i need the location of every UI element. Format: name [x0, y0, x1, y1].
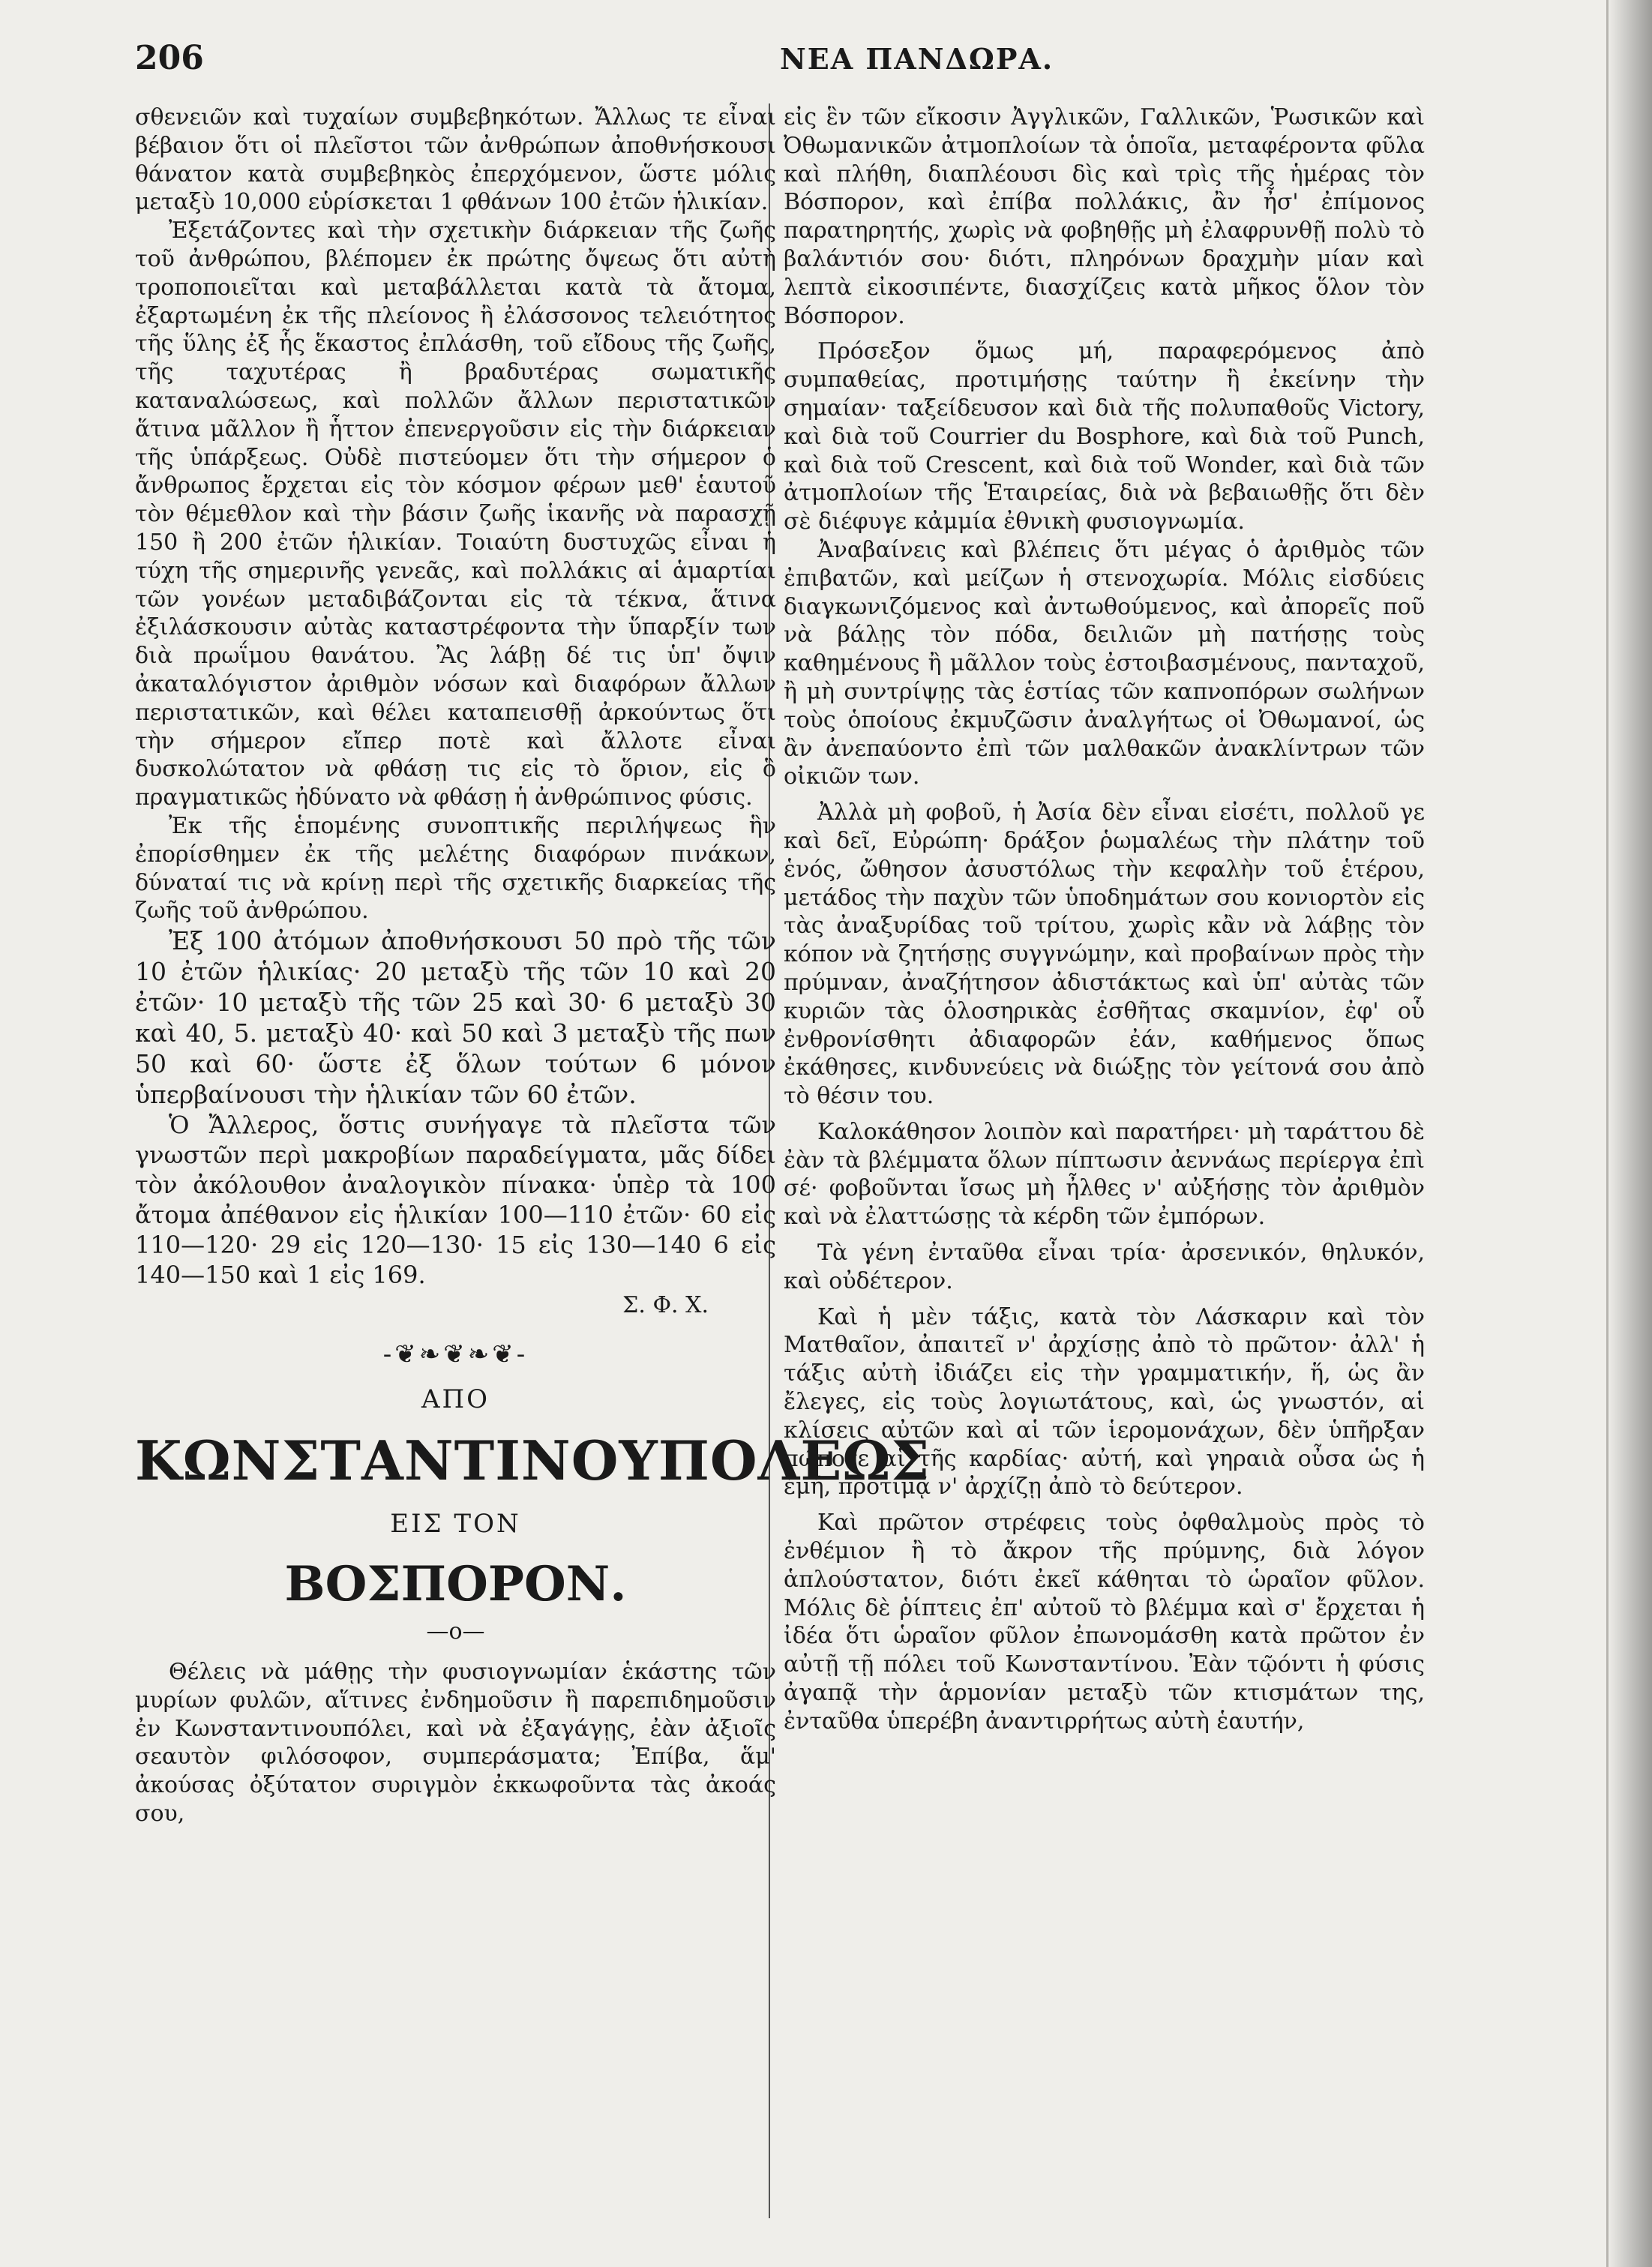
left-paragraph-4: Ἐξ 100 ἀτόμων ἀποθνήσκουσι 50 πρὸ τῆς τῶν 10 ἐτῶν ἡλικίας· 20 μεταξὺ τῆς τῶν 10 καὶ 20 ἐτῶν· 10 μεταξὺ τῆς τῶν 25 καὶ 30· 6 μεταξὺ 30 καὶ 40, 5. μεταξὺ 40· καὶ 50 καὶ 3 μεταξὺ τῆς πων 50 καὶ 60· ὥστε ἐξ ὅλων τούτων 6 μόνον ὑπερβαίνουσι τὴν ἡλικίαν τῶν 60 ἐτῶν. [135, 926, 776, 1110]
signature: Σ. Φ. Χ. [622, 1292, 709, 1319]
right-paragraph-1: εἰς ἓν τῶν εἴκοσιν Ἀγγλικῶν, Γαλλικῶν, Ῥωσικῶν καὶ Ὀθωμανικῶν ἀτμοπλοίων τὰ ὁποῖα, μεταφέροντα φῦλα καὶ πλήθη, διαπλέουσι δὶς καὶ τρὶς τῆς ἡμέρας τὸν Βόσπορον, καὶ ἐπίβα πολλάκις, ἂν ἦσ' ἐπίμονος παρατηρητής, χωρὶς νὰ φοβηθῇς μὴ ἐλαφρυνθῇ πολὺ τὸ βαλάντιόν σου· διότι, πληρόνων δραχμὴν μίαν καὶ λεπτὰ εἰκοσιπέντε, διασχίζεις κατὰ μῆκος ὅλον τὸν Βόσπορον. [784, 104, 1425, 329]
right-paragraph-6: Τὰ γένη ἐνταῦθα εἶναι τρία· ἀρσενικόν, θηλυκόν, καὶ οὐδέτερον. [784, 1240, 1425, 1294]
page-number: 206 [135, 39, 204, 77]
ornament-divider: -❦❧❦❧❦- [382, 1339, 529, 1369]
article-title-eis: ΕΙΣ ΤΟΝ [390, 1508, 521, 1539]
left-paragraph-6: Θέλεις νὰ μάθῃς τὴν φυσιογνωμίαν ἑκάστης τῶν μυρίων φυλῶν, αἵτινες ἐνδημοῦσιν ἢ παρεπιδημοῦσιν ἐν Κωνσταντινουπόλει, καὶ νὰ ἐξαγάγῃς, ἐὰν ἀξιοῖς σεαυτὸν φιλόσοφον, συμπεράσματα; Ἐπίβα, ἅμ' ἀκούσας ὀξύτατον συριγμὸν ἐκκωφοῦντα τὰς ἀκοάς σου, [135, 1659, 776, 1828]
right-paragraph-7: Καὶ ἡ μὲν τάξις, κατὰ τὸν Λάσκαριν καὶ τὸν Ματθαῖον, ἀπαιτεῖ ν' ἀρχίσῃς ἀπὸ τὸ πρῶτον· ἀλλ' ἡ τάξις αὐτὴ ἰδιάζει εἰς τὴν γραμματικήν, ἥ, ὡς ἂν ἔλεγες, εἰς τοὺς λογιωτάτους, καὶ, ὡς γνωστόν, αἱ κλίσεις αὐτῶν καὶ αἱ τῶν ἱερομονάχων, δὲν ὑπῆρξαν πώποτε αἱ τῆς καρδίας· αὐτή, καὶ γηραιὰ οὖσα ὡς ἡ ἐμή, προτιμᾷ ν' ἀρχίζῃ ἀπὸ τὸ δεύτερον. [784, 1303, 1425, 1501]
left-paragraph-3: Ἐκ τῆς ἑπομένης συνοπτικῆς περιλήψεως ἣν ἐπορίσθημεν ἐκ τῆς μελέτης διαφόρων πινάκων, δύναταί τις νὰ κρίνῃ περὶ τῆς σχετικῆς διαρκείας τῆς ζωῆς τοῦ ἀνθρώπου. [135, 812, 776, 925]
right-paragraph-3: Ἀναβαίνεις καὶ βλέπεις ὅτι μέγας ὁ ἀριθμὸς τῶν ἐπιβατῶν, καὶ μείζων ἡ στενοχωρία. Μόλις εἰσδύεις διαγκωνιζόμενος καὶ ἀντωθούμενος, καὶ ἀπορεῖς ποῦ νὰ βάλῃς τὸν πόδα, δειλιῶν μὴ πατήσῃς τοὺς καθημένους ἢ μᾶλλον τοὺς ἐστοιβασμένους, πανταχοῦ, ἢ μὴ συντρίψῃς τὰς ἑστίας τῶν καπνοπόρων σωλήνων τοὺς ὁποίους ἐκμυζῶσιν ἀναλγήτως οἱ Ὀθωμανοί, ὡς ἂν ἀνεπαύοντο ἐπὶ τῶν μαλθακῶν ἀνακλίντρων τῶν οἰκιῶν των. [784, 536, 1425, 790]
right-paragraph-2: Πρόσεξον ὅμως μή, παραφερόμενος ἀπὸ συμπαθείας, προτιμήσῃς ταύτην ἢ ἐκείνην τὴν σημαίαν· ταξείδευσον καὶ διὰ τῆς πολυπαθοῦς Victory, καὶ διὰ τοῦ Courrier du Bosphore, καὶ διὰ τοῦ Punch, καὶ διὰ τοῦ Crescent, καὶ διὰ τοῦ Wonder, καὶ διὰ τῶν ἀτμοπλοίων τῆς Ἑταιρείας, διὰ νὰ βεβαιωθῇς ὅτι δὲν σὲ διέφυγε κἀμμία ἐθνικὴ φυσιογνωμία. [784, 338, 1425, 535]
article-title-apo: ΑΠΟ [421, 1384, 490, 1414]
article-title-city: ΚΩΝΣΤΑΝΤΙΝΟΥΠΟΛΕΩΣ [135, 1428, 931, 1492]
running-title: ΝΕΑ ΠΑΝΔΩΡΑ. [780, 42, 1054, 76]
right-paragraph-4: Ἀλλὰ μὴ φοβοῦ, ἡ Ἀσία δὲν εἶναι εἰσέτι, πολλοῦ γε καὶ δεῖ, Εὐρώπη· δράξον ῥωμαλέως τὴν πλάτην τοῦ ἑνός, ὤθησον ἀσυστόλως τὴν κεφαλὴν τοῦ ἑτέρου, μετάδος τὴν παχὺν τῶν ὑποδημάτων σου κονιορτὸν εἰς τὰς ἀναξυρίδας τοῦ τρίτου, χωρὶς κἂν νὰ λάβῃς τὸν κόπον νὰ ζητήσῃς συγγνώμην, καὶ προβαίνων πρὸς τὴν πρύμναν, ἀναζήτησον ἀδιστάκτως καὶ ὑπ' αὐτὰς τῶν κυριῶν τὰς ὁλοσηρικὰς ἐσθῆτας σκαμνίον, ἐφ' οὗ ἐνθρονίσθητι ἀδιαφορῶν ἐάν, καθήμενος ὅπως ἐκάθησες, κινδυνεύεις νὰ διώξῃς τὸν γείτονά σου ἀπὸ τὸ θέσιν του. [784, 799, 1425, 1110]
right-column [784, 103, 1425, 1736]
left-paragraph-5: Ὁ Ἄλλερος, ὅστις συνήγαγε τὰ πλεῖστα τῶν γνωστῶν περὶ μακροβίων παραδείγματα, μᾶς δίδει τὸν ἀκόλουθον ἀναλογικὸν πίνακα· ὑπὲρ τὰ 100 ἄτομα ἀπέθανον εἰς ἡλικίαν 100—110 ἐτῶν· 60 εἰς 110—120· 29 εἰς 120—130· 15 εἰς 130—140 6 εἰς 140—150 καὶ 1 εἰς 169. [135, 1111, 776, 1290]
left-column [135, 103, 931, 1828]
right-paragraph-5: Καλοκάθησον λοιπὸν καὶ παρατήρει· μὴ ταράττου δὲ ἐὰν τὰ βλέμματα ὅλων πίπτωσιν ἀεννάως περίεργα ἐπὶ σέ· φοβοῦνται ἴσως μὴ ἦλθες ν' αὐξήσῃς τὸν ἀριθμὸν καὶ νὰ ἐλαττώσῃς τὰ κέρδη τῶν ἐμπόρων. [784, 1118, 1425, 1231]
left-paragraph-1: σθενειῶν καὶ τυχαίων συμβεβηκότων. Ἄλλως τε εἶναι βέβαιον ὅτι οἱ πλεῖστοι τῶν ἀνθρώπων ἀποθνήσκουσι θάνατον κατὰ συμβεβηκὸς ἐπερχόμενον, ὥστε μόλις μεταξὺ 10,000 εὑρίσκεται 1 φθάνων 100 ἐτῶν ἡλικίαν. [135, 104, 776, 216]
article-title-rule: —o— [426, 1618, 485, 1645]
article-title-place: ΒΟΣΠΟΡΟΝ. [284, 1556, 627, 1613]
page-header [135, 39, 1560, 91]
left-paragraph-2: Ἐξετάζοντες καὶ τὴν σχετικὴν διάρκειαν τῆς ζωῆς τοῦ ἀνθρώπου, βλέπομεν ἐκ πρώτης ὄψεως ὅτι αὐτὴ τροποποιεῖται καὶ μεταβάλλεται κατὰ τὰ ἄτομα, ἐξαρτωμένη ἐκ τῆς πλείονος ἢ ἐλάσσονος τελειότητος τῆς ὕλης ἐξ ἧς ἕκαστος ἐπλάσθη, τοῦ εἴδους τῆς ζωῆς, τῆς ταχυτέρας ἢ βραδυτέρας σωματικῆς καταναλώσεως, καὶ πολλῶν ἄλλων περιστατικῶν ἅτινα μᾶλλον ἢ ἧττον ἐπενεργοῦσιν εἰς τὴν διάρκειαν τῆς ὑπάρξεως. Οὐδὲ πιστεύομεν ὅτι τὴν σήμερον ὁ ἄνθρωπος ἔρχεται εἰς τὸν κόσμον φέρων μεθ' ἑαυτοῦ τὸν θέμεθλον καὶ τὴν βάσιν ζωῆς ἱκανῆς νὰ παρασχῇ 150 ἢ 200 ἐτῶν ἡλικίαν. Τοιαύτη δυστυχῶς εἶναι ἡ τύχη τῆς σημερινῆς γενεᾶς, καὶ πολλάκις αἱ ἁμαρτίαι τῶν γονέων μεταδιβάζονται εἰς τὰ τέκνα, ἅτινα ἐξιλάσκουσιν αὐτὰς καταστρέφοντα τὴν ὕπαρξίν των διὰ πρωΐμου θανάτου. Ἂς λάβῃ δέ τις ὑπ' ὄψιν ἀκαταλόγιστον ἀριθμὸν νόσων καὶ διαφόρων ἄλλων περιστατικῶν, καὶ θέλει καταπεισθῇ ἀρκούντως ὅτι τὴν σήμερον εἴπερ ποτὲ καὶ ἄλλοτε εἶναι δυσκολώτατον νὰ φθάσῃ τις εἰς τὸ ὅριον, εἰς ὃ πραγματικῶς ἠδύνατο νὰ φθάσῃ ἡ ἀνθρώπινος φύσις. [135, 217, 776, 811]
page-edge-shadow [1607, 0, 1652, 2267]
right-paragraph-8: Καὶ πρῶτον στρέφεις τοὺς ὀφθαλμοὺς πρὸς τὸ ἐνθέμιον ἢ τὸ ἄκρον τῆς πρύμνης, διὰ λόγον ἁπλούστατον, διότι ἐκεῖ κάθηται τὸ ὡραῖον φῦλον. Μόλις δὲ ῥίπτεις ἐπ' αὐτοῦ τὸ βλέμμα καὶ σ' ἔρχεται ἡ ἰδέα ὅτι ὡραῖον φῦλον ἐπωνομάσθη κατὰ πρῶτον ἐν αὐτῇ τῇ πόλει τοῦ Κωνσταντίνου. Ἐὰν τῷόντι ἡ φύσις ἀγαπᾷ τὴν ἁρμονίαν μεταξὺ τῶν κτισμάτων της, ἐνταῦθα ὑπερέβη ἀναντιρρήτως αὐτὴ ἑαυτήν, [784, 1510, 1425, 1735]
